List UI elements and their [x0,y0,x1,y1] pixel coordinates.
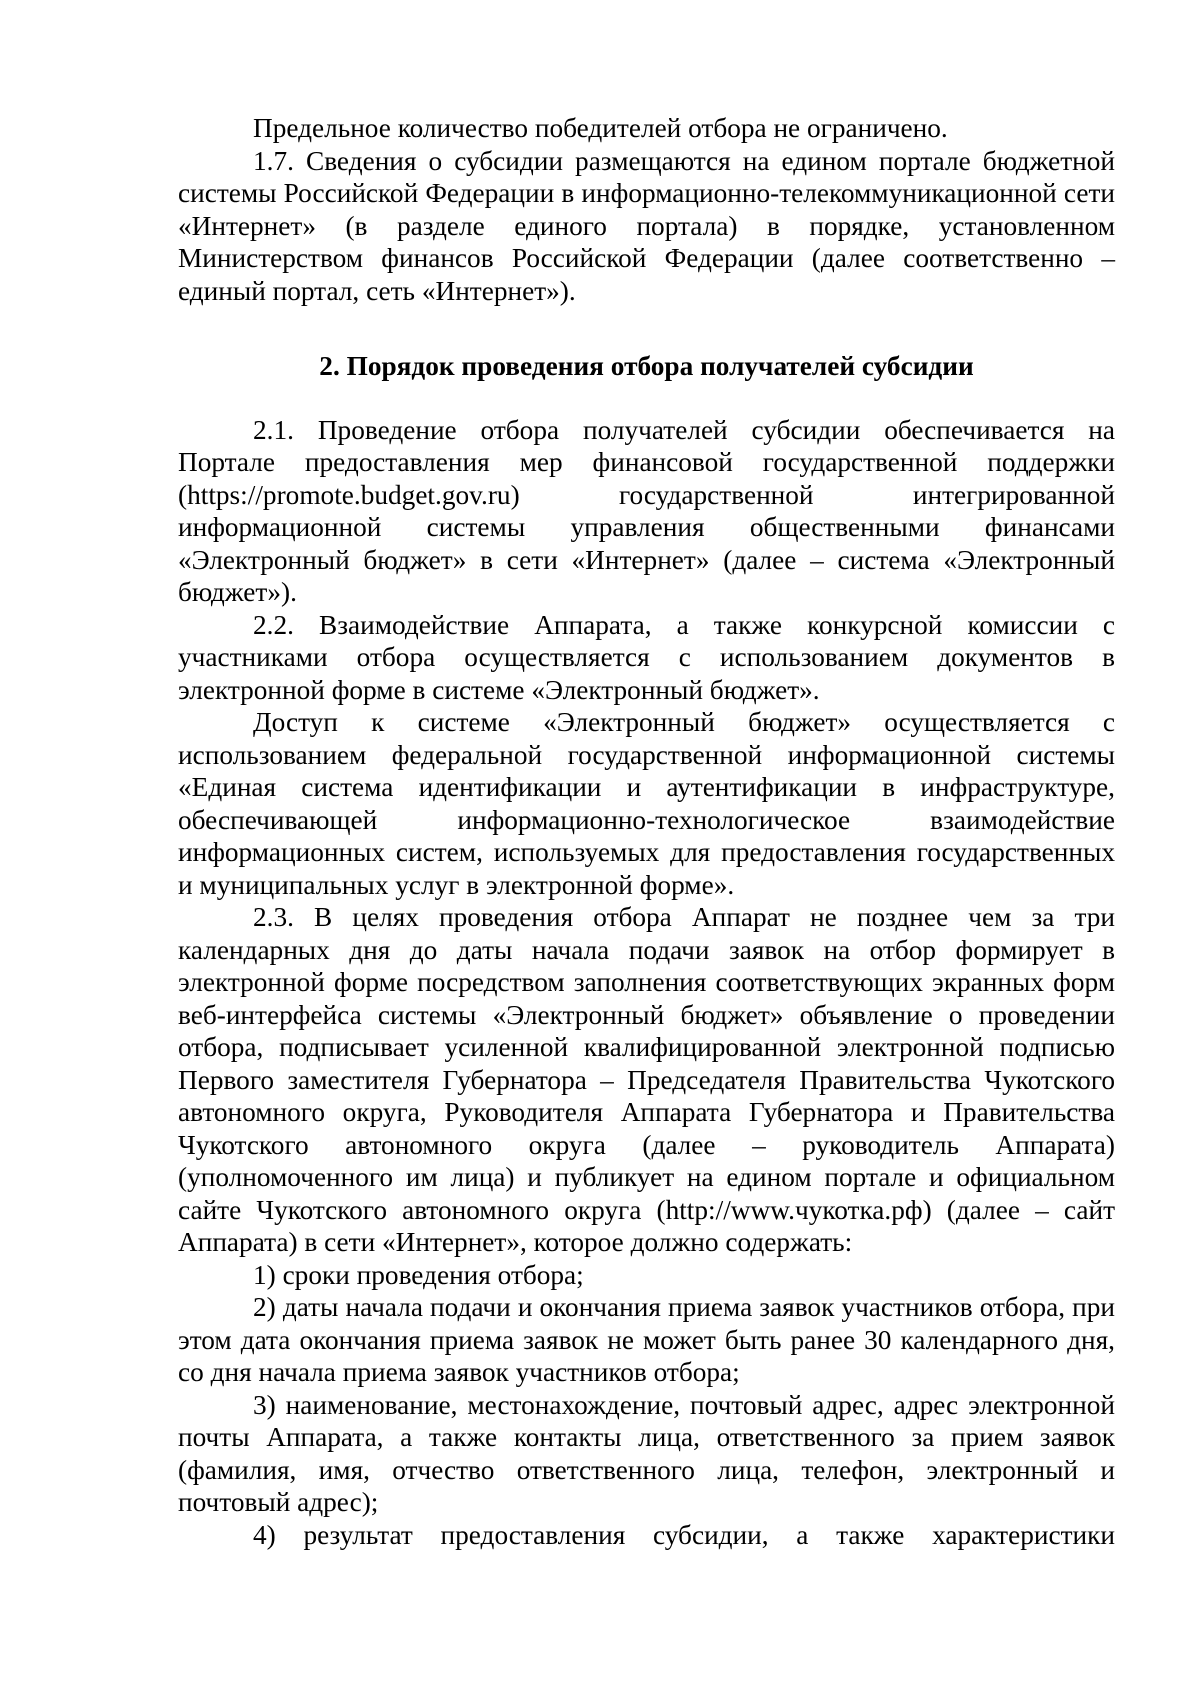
paragraph-2-3: 2.3. В целях проведения отбора Аппарат не позднее чем за три календарных дня до даты начала подачи заявок на отбор формирует в электронной форме посредством заполнения соответствующих экранных форм веб-интерфейса системы «Электронный бюджет» объявление о проведении отбора, подписывает усиленной квалифицированной электронной подписью Первого заместителя Губернатора – Председателя Правительства Чукотского автономного округа, Руководителя Аппарата Губернатора и Правительства Чукотского автономного округа (далее – руководитель Аппарата) (уполномоченного им лица) и публикует на едином портале и официальном сайте Чукотского автономного округа (http://www.чукотка.рф) (далее – сайт Аппарата) в сети «Интернет», которое должно содержать: [178,902,1115,1257]
paragraph-winners-limit: Предельное количество победителей отбора не ограничено. [253,113,948,143]
list-item-2: 2) даты начала подачи и окончания приема заявок участников отбора, при этом дата окончания приема заявок не может быть ранее 30 календарного дня, со дня начала приема заявок участников отбора; [178,1292,1115,1387]
spacer [178,383,1115,414]
paragraph-2-2: 2.2. Взаимодействие Аппарата, а также конкурсной комиссии с участниками отбора осуществляется с использованием документов в электронной форме в системе «Электронный бюджет». [178,609,1115,705]
document-body [178,112,1115,1551]
paragraph-access: Доступ к системе «Электронный бюджет» осуществляется с использованием федеральной государственной информационной системы «Единая система идентификации и аутентификации в инфраструктуре, обеспечивающей информационно-технологическое взаимодействие информационных систем, используемых для предоставления государственных и муниципальных услуг в электронной форме». [178,707,1115,900]
paragraph-2-1: 2.1. Проведение отбора получателей субсидии обеспечивается на Портале предоставления мер финансовой государственной поддержки (https://promote.budget.gov.ru) государственной интегрированной информационной системы управления общественными финансами «Электронный бюджет» в сети «Интернет» (далее – система «Электронный бюджет»). [178,414,1115,607]
spacer [178,307,1115,350]
list-item-4: 4) результат предоставления субсидии, а также характеристики [253,1519,1115,1550]
paragraph-1-7: 1.7. Сведения о субсидии размещаются на едином портале бюджетной системы Российской Федерации в информационно-телекоммуникационной сети «Интернет» (в разделе единого портала) в порядке, установленном Министерством финансов Российской Федерации (далее соответственно – единый портал, сеть «Интернет»). [178,145,1115,306]
list-item-3: 3) наименование, местонахождение, почтовый адрес, адрес электронной почты Аппарата, а также контакты лица, ответственного за прием заявок (фамилия, имя, отчество ответственного лица, телефон, электронный и почтовый адрес); [178,1389,1115,1517]
list-item-1: 1) сроки проведения отбора; [253,1259,584,1290]
section-heading: 2. Порядок проведения отбора получателей субсидии [319,351,974,381]
